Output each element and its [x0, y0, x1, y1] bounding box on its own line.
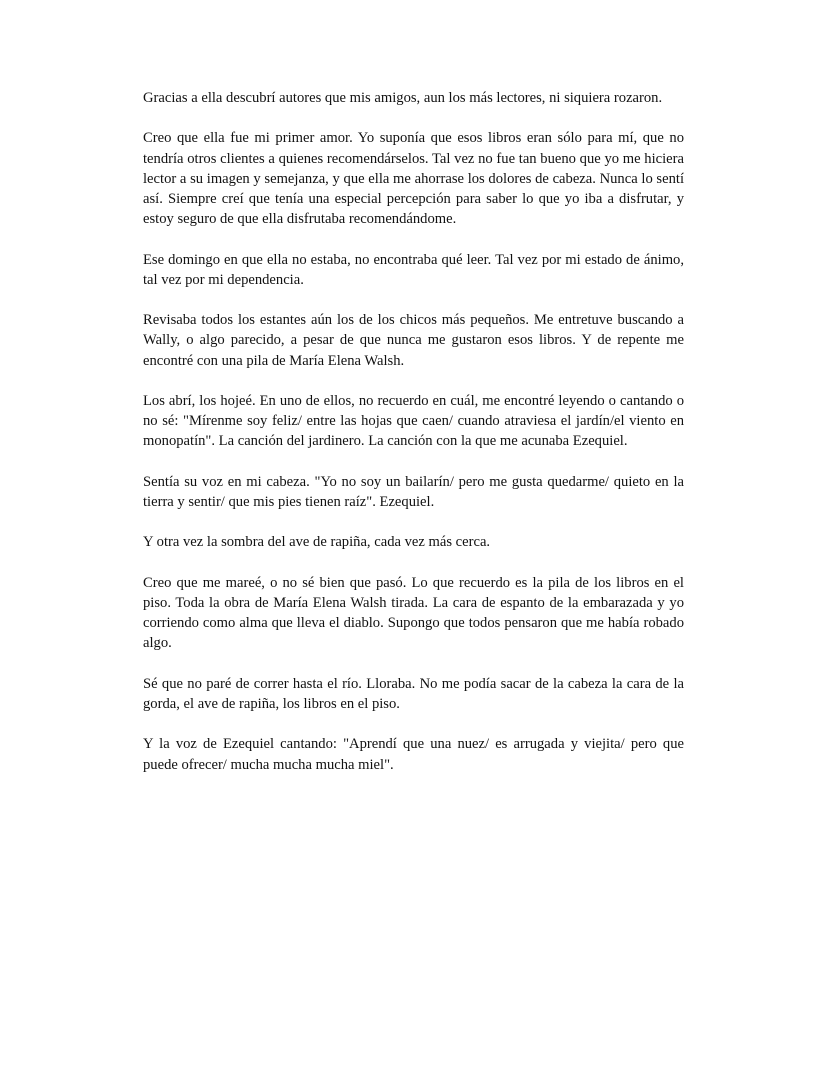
paragraph-7: Y otra vez la sombra del ave de rapiña, cada vez más cerca.: [143, 534, 491, 551]
paragraph-10: Y la voz de Ezequiel cantando: "Aprendí que una nuez/ es arrugada y viejita/ pero que puede ofrecer/ mucha mucha mucha miel".: [143, 736, 684, 773]
paragraph-9: Sé que no paré de correr hasta el río. Lloraba. No me podía sacar de la cabeza la cara de la gorda, el ave de rapiña, los libros en el piso.: [143, 675, 684, 712]
paragraph-8: Creo que me mareé, o no sé bien que pasó. Lo que recuerdo es la pila de los libros en el piso. Toda la obra de María Elena Walsh tirada. La cara de espanto de la embarazada y yo corriendo como alma que lleva el diablo. Supongo que todos pensaron que me había robado algo.: [143, 574, 684, 652]
paragraph-6: Sentía su voz en mi cabeza. "Yo no soy un bailarín/ pero me gusta quedarme/ quieto en la tierra y sentir/ que mis pies tienen raíz". Ezequiel.: [143, 473, 684, 510]
document-body: [143, 88, 684, 795]
paragraph-5: Los abrí, los hojeé. En uno de ellos, no recuerdo en cuál, me encontré leyendo o cantando o no sé: "Mírenme soy feliz/ entre las hojas que caen/ cuando atraviesa el jardín/el viento en monopatín". La canción del jardinero. La canción con la que me acunaba Ezequiel.: [143, 392, 684, 450]
paragraph-1: Gracias a ella descubrí autores que mis amigos, aun los más lectores, ni siquiera rozaron.: [143, 90, 663, 106]
paragraph-2: Creo que ella fue mi primer amor. Yo suponía que esos libros eran sólo para mí, que no tendría otros clientes a quienes recomendárselos. Tal vez no fue tan bueno que yo me hiciera lector a su imagen y semejanza, y que ella me ahorrase los dolores de cabeza. Nunca lo sentí así. Siempre creí que tenía una especial percepción para saber lo que yo iba a disfrutar, y estoy seguro de que ella disfrutaba recomendándome.: [143, 130, 684, 228]
paragraph-3: Ese domingo en que ella no estaba, no encontraba qué leer. Tal vez por mi estado de ánimo, tal vez por mi dependencia.: [143, 251, 684, 288]
paragraph-4: Revisaba todos los estantes aún los de los chicos más pequeños. Me entretuve buscando a Wally, o algo parecido, a pesar de que nunca me gustaron esos libros. Y de repente me encontré con una pila de María Elena Walsh.: [143, 312, 684, 369]
